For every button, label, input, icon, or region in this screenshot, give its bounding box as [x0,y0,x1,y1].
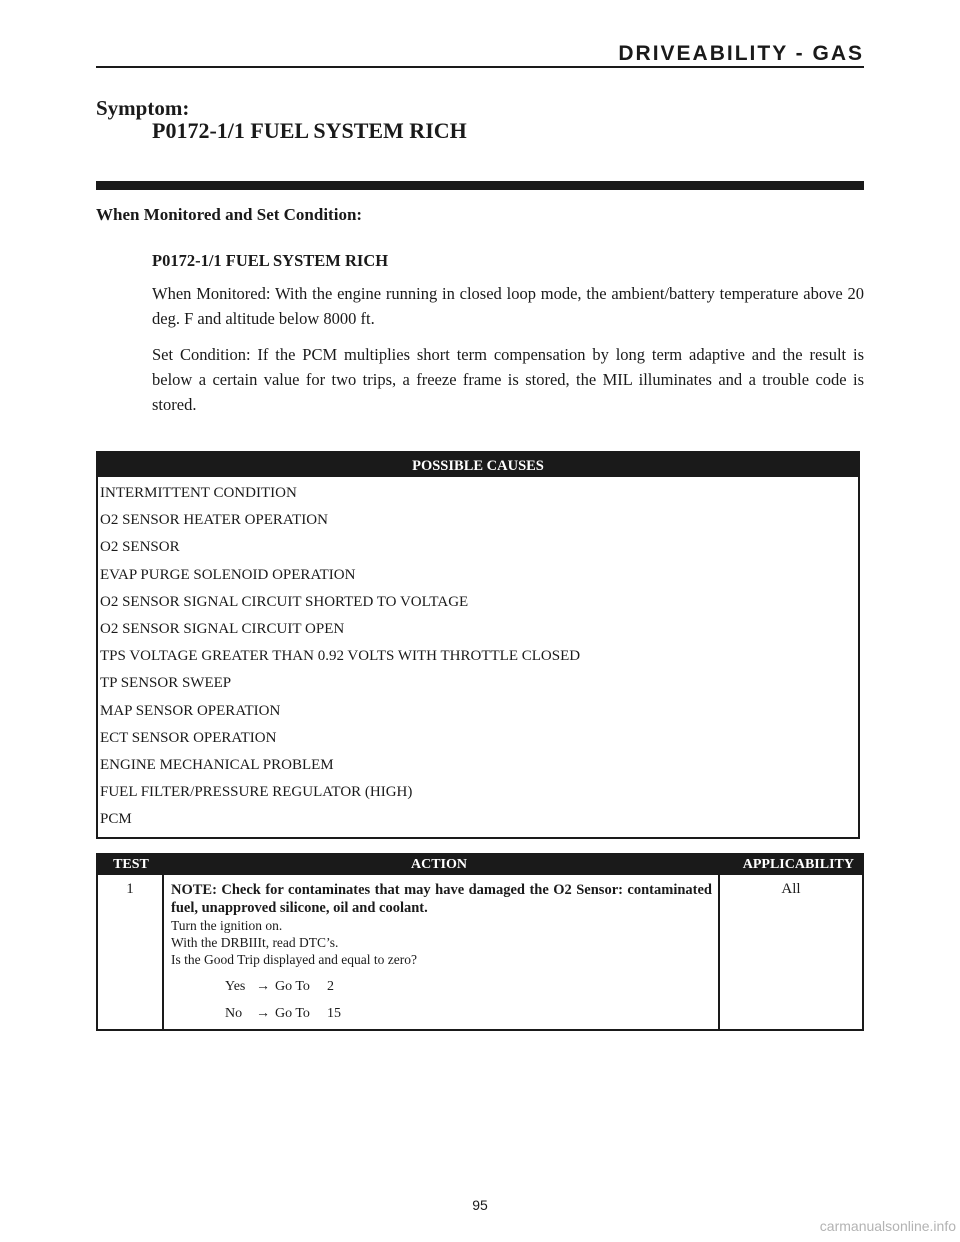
test-table-header [98,855,862,875]
cause-item: INTERMITTENT CONDITION [100,485,297,501]
header-action: ACTION [410,857,467,872]
watermark-text: carmanualsonline.info [819,1218,956,1234]
branch-step-number: 2 [327,979,334,994]
possible-causes-table [96,451,860,839]
cause-item: TPS VOLTAGE GREATER THAN 0.92 VOLTS WITH THROTTLE CLOSED [100,648,581,665]
when-monitored-text: When Monitored: With the engine running in closed loop mode, the ambient/battery temperature above 20 deg. F and altitude below 8000 ft. [152,284,864,328]
branch-goto-label: Go To [275,1006,310,1021]
conditions-heading: When Monitored and Set Condition: [96,205,363,224]
cause-item: ENGINE MECHANICAL PROBLEM [100,756,334,773]
cause-item: O2 SENSOR HEATER OPERATION [100,512,328,529]
page-number: 95 [472,1197,488,1213]
arrow-right-icon: → [256,1006,270,1021]
possible-causes-list [98,477,858,837]
section-divider [96,181,864,190]
header-test: TEST [113,857,149,872]
test-step: With the DRBIIIt, read DTC’s. [171,935,339,950]
header-applicability: APPLICABILITY [742,857,854,872]
cause-item: ECT SENSOR OPERATION [100,729,277,746]
branch-answer: Yes [225,979,246,994]
test-action-table [96,853,864,1031]
cause-item: O2 SENSOR SIGNAL CIRCUIT SHORTED TO VOLTAGE [100,593,469,610]
header-rule [96,66,864,68]
page-header-title: DRIVEABILITY - GAS [618,42,864,65]
branch-no [171,1006,712,1022]
symptom-title: P0172-1/1 FUEL SYSTEM RICH [152,118,467,143]
test-step: Turn the ignition on. [171,918,283,933]
branch-yes [171,979,712,995]
cause-item: O2 SENSOR SIGNAL CIRCUIT OPEN [100,620,345,637]
possible-causes-header: POSSIBLE CAUSES [98,453,858,477]
test-applicability: All [781,881,801,897]
cause-item: MAP SENSOR OPERATION [100,702,281,719]
test-step: Is the Good Trip displayed and equal to zero? [171,952,417,967]
test-number: 1 [98,875,164,1029]
cause-item: O2 SENSOR [100,539,180,556]
branch-answer: No [225,1006,243,1021]
conditions-block [152,248,864,428]
branch-step-number: 15 [327,1006,341,1021]
table-row [98,875,862,1029]
test-action-cell [164,875,720,1029]
cause-item: FUEL FILTER/PRESSURE REGULATOR (HIGH) [100,784,413,801]
arrow-right-icon: → [256,979,270,994]
branch-goto-label: Go To [275,979,310,994]
cause-item: EVAP PURGE SOLENOID OPERATION [100,566,356,583]
set-condition-text: Set Condition: If the PCM multiplies short term compensation by long term adaptive and the result is below a certain value for two trips, a freeze frame is stored, the MIL illuminates and a trouble code is stored. [152,345,864,414]
cause-item: TP SENSOR SWEEP [100,675,232,692]
symptom-label: Symptom: [96,96,190,120]
test-note: NOTE: Check for contaminates that may have damaged the O2 Sensor: contaminated fuel, unapproved silicone, oil and coolant. [171,882,712,916]
cause-item: PCM [100,811,132,828]
conditions-title: P0172-1/1 FUEL SYSTEM RICH [152,251,389,270]
test-branches [171,979,712,1022]
